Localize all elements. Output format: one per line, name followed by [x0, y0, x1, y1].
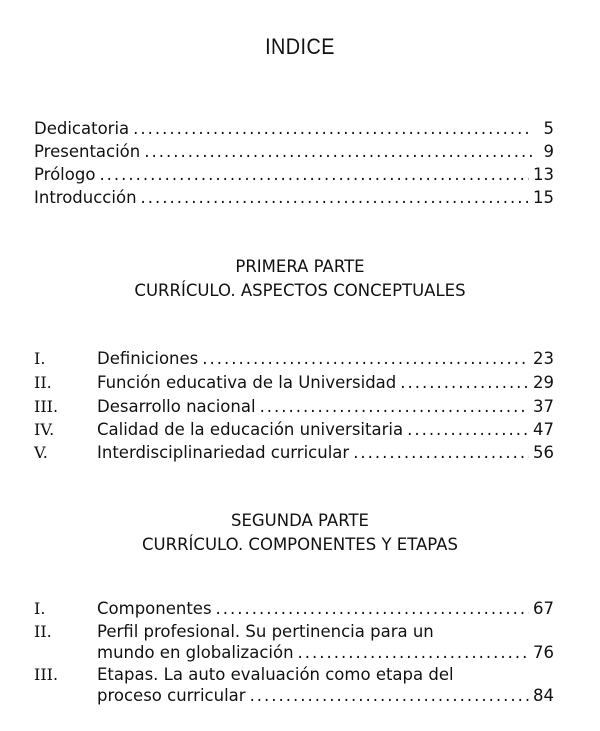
toc-row-prologo[interactable] [34, 164, 554, 186]
item-number: II. [34, 373, 52, 392]
toc-label: Calidad de la educación universitaria [97, 420, 404, 439]
toc-row-part2-item-multiline[interactable] [34, 621, 554, 643]
dot-leader [407, 419, 529, 441]
toc-row-part1-item[interactable] [34, 348, 554, 370]
toc-row-part1-item[interactable] [34, 396, 554, 418]
toc-page-number: 15 [533, 188, 554, 207]
toc-row-presentacion[interactable] [34, 141, 554, 163]
item-number: IV. [34, 420, 55, 439]
toc-label: Introducción [34, 188, 137, 207]
part2-heading: SEGUNDA PARTE [230, 511, 369, 530]
toc-row-part1-item[interactable] [34, 442, 554, 464]
item-number: III. [34, 665, 59, 684]
toc-label: Presentación [34, 142, 141, 161]
toc-page-number: 29 [533, 373, 554, 392]
dot-leader [99, 164, 529, 186]
part2-subheading: CURRÍCULO. COMPONENTES Y ETAPAS [142, 535, 458, 554]
toc-label: Interdisciplinariedad curricular [97, 443, 350, 462]
toc-row-introduccion[interactable] [34, 187, 554, 209]
item-number: I. [34, 349, 46, 368]
toc-page-number: 23 [533, 349, 554, 368]
dot-leader [141, 187, 529, 209]
toc-label: Desarrollo nacional [97, 397, 256, 416]
dot-leader [260, 396, 529, 418]
dot-leader [353, 442, 529, 464]
item-number: V. [34, 443, 48, 462]
item-number: II. [34, 622, 52, 641]
toc-page-number: 67 [533, 599, 554, 618]
toc-row-part2-item-continuation[interactable] [97, 685, 554, 707]
toc-page-number: 37 [533, 397, 554, 416]
dot-leader [250, 685, 529, 707]
part1-heading: PRIMERA PARTE [235, 257, 365, 276]
toc-label: Función educativa de la Universidad [97, 373, 397, 392]
dot-leader [133, 118, 532, 140]
toc-row-part1-item[interactable] [34, 419, 554, 441]
toc-page-number: 5 [543, 119, 554, 138]
toc-label: Componentes [97, 599, 212, 618]
page-title: INDICE [265, 34, 335, 59]
dot-leader [144, 141, 532, 163]
toc-page-number: 13 [533, 165, 554, 184]
toc-row-part1-item[interactable] [34, 372, 554, 394]
toc-label: Definiciones [97, 349, 199, 368]
toc-label-line1: Perfil profesional. Su pertinencia para un [97, 622, 434, 641]
toc-label-line2: proceso curricular [97, 686, 246, 705]
part1-subheading: CURRÍCULO. ASPECTOS CONCEPTUALES [134, 281, 466, 300]
toc-page-number: 84 [533, 686, 554, 705]
toc-row-part2-item-continuation[interactable] [97, 642, 554, 664]
dot-leader [400, 372, 529, 394]
toc-row-dedicatoria[interactable] [34, 118, 554, 140]
dot-leader [298, 642, 529, 664]
toc-label-line1: Etapas. La auto evaluación como etapa del [97, 665, 454, 684]
toc-label: Prólogo [34, 165, 96, 184]
toc-row-part2-item[interactable] [34, 598, 554, 620]
toc-label-line2: mundo en globalización [97, 643, 294, 662]
dot-leader [216, 598, 529, 620]
item-number: III. [34, 397, 59, 416]
toc-page-number: 9 [543, 142, 554, 161]
toc-page-number: 47 [533, 420, 554, 439]
toc-page-number: 56 [533, 443, 554, 462]
item-number: I. [34, 599, 46, 618]
toc-row-part2-item-multiline[interactable] [34, 664, 554, 686]
dot-leader [202, 348, 529, 370]
toc-page-number: 76 [533, 643, 554, 662]
toc-label: Dedicatoria [34, 119, 130, 138]
